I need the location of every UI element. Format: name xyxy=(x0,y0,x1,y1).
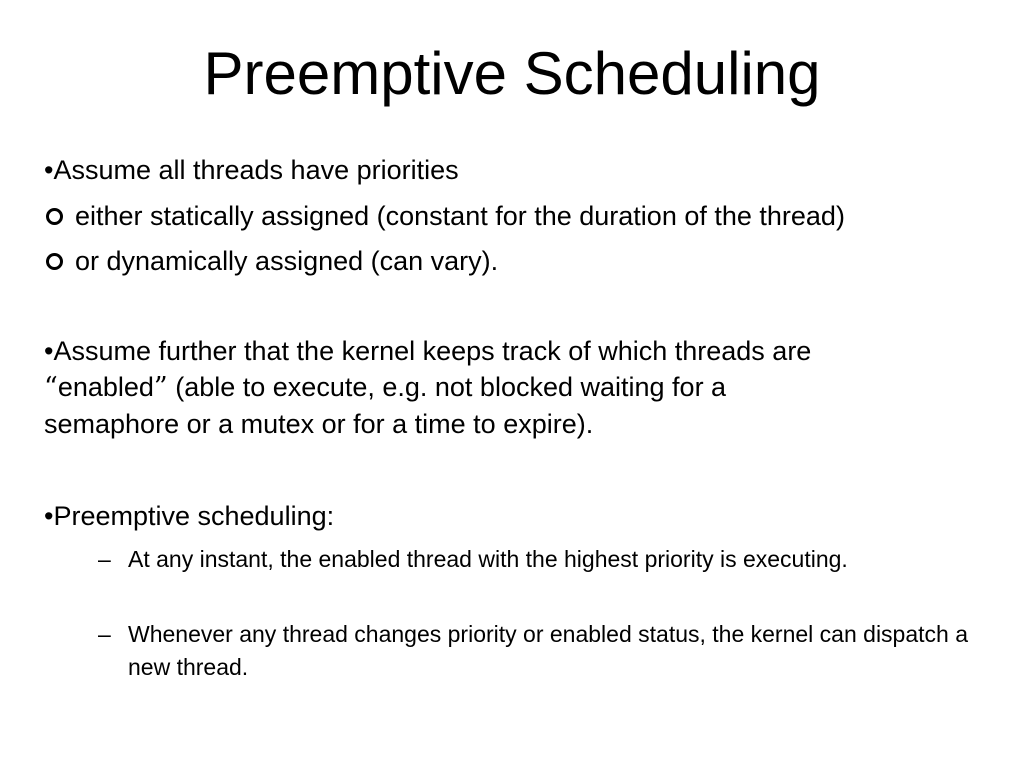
open-quote: “ xyxy=(44,372,58,403)
sub-bullet-dynamic-text: or dynamically assigned (can vary). xyxy=(75,246,499,276)
bullet-enabled-line2 xyxy=(44,369,994,406)
dash-bullet-icon: – xyxy=(98,621,111,647)
bullet-preemptive-scheduling: •Preemptive scheduling: xyxy=(44,501,335,531)
hollow-circle-bullet-icon xyxy=(46,253,63,270)
bullet-enabled-line2-rest: (able to execute, e.g. not blocked waiting for a xyxy=(167,372,727,402)
slide-title: Preemptive Scheduling xyxy=(203,40,821,107)
sub-bullet-static xyxy=(46,198,845,234)
sub-bullet-highest-priority xyxy=(98,543,988,576)
sub-bullet-highest-priority-text: At any instant, the enabled thread with the highest priority is executing. xyxy=(128,546,848,572)
bullet-enabled-threads xyxy=(44,333,994,442)
sub-bullet-dispatch xyxy=(98,618,988,684)
dash-bullet-icon: – xyxy=(98,546,111,572)
sub-bullet-dispatch-text: Whenever any thread changes priority or enabled status, the kernel can dispatch a new thread. xyxy=(128,621,968,680)
hollow-circle-bullet-icon xyxy=(46,208,63,225)
bullet-priorities: •Assume all threads have priorities xyxy=(44,155,459,185)
close-quote: ” xyxy=(153,372,168,403)
quoted-word: enabled xyxy=(57,372,154,402)
sub-bullet-static-text: either statically assigned (constant for the duration of the thread) xyxy=(75,201,845,231)
sub-bullet-dynamic xyxy=(46,243,498,279)
bullet-enabled-line1: •Assume further that the kernel keeps track of which threads are xyxy=(44,336,812,366)
bullet-enabled-line3: semaphore or a mutex or for a time to expire). xyxy=(44,409,594,439)
